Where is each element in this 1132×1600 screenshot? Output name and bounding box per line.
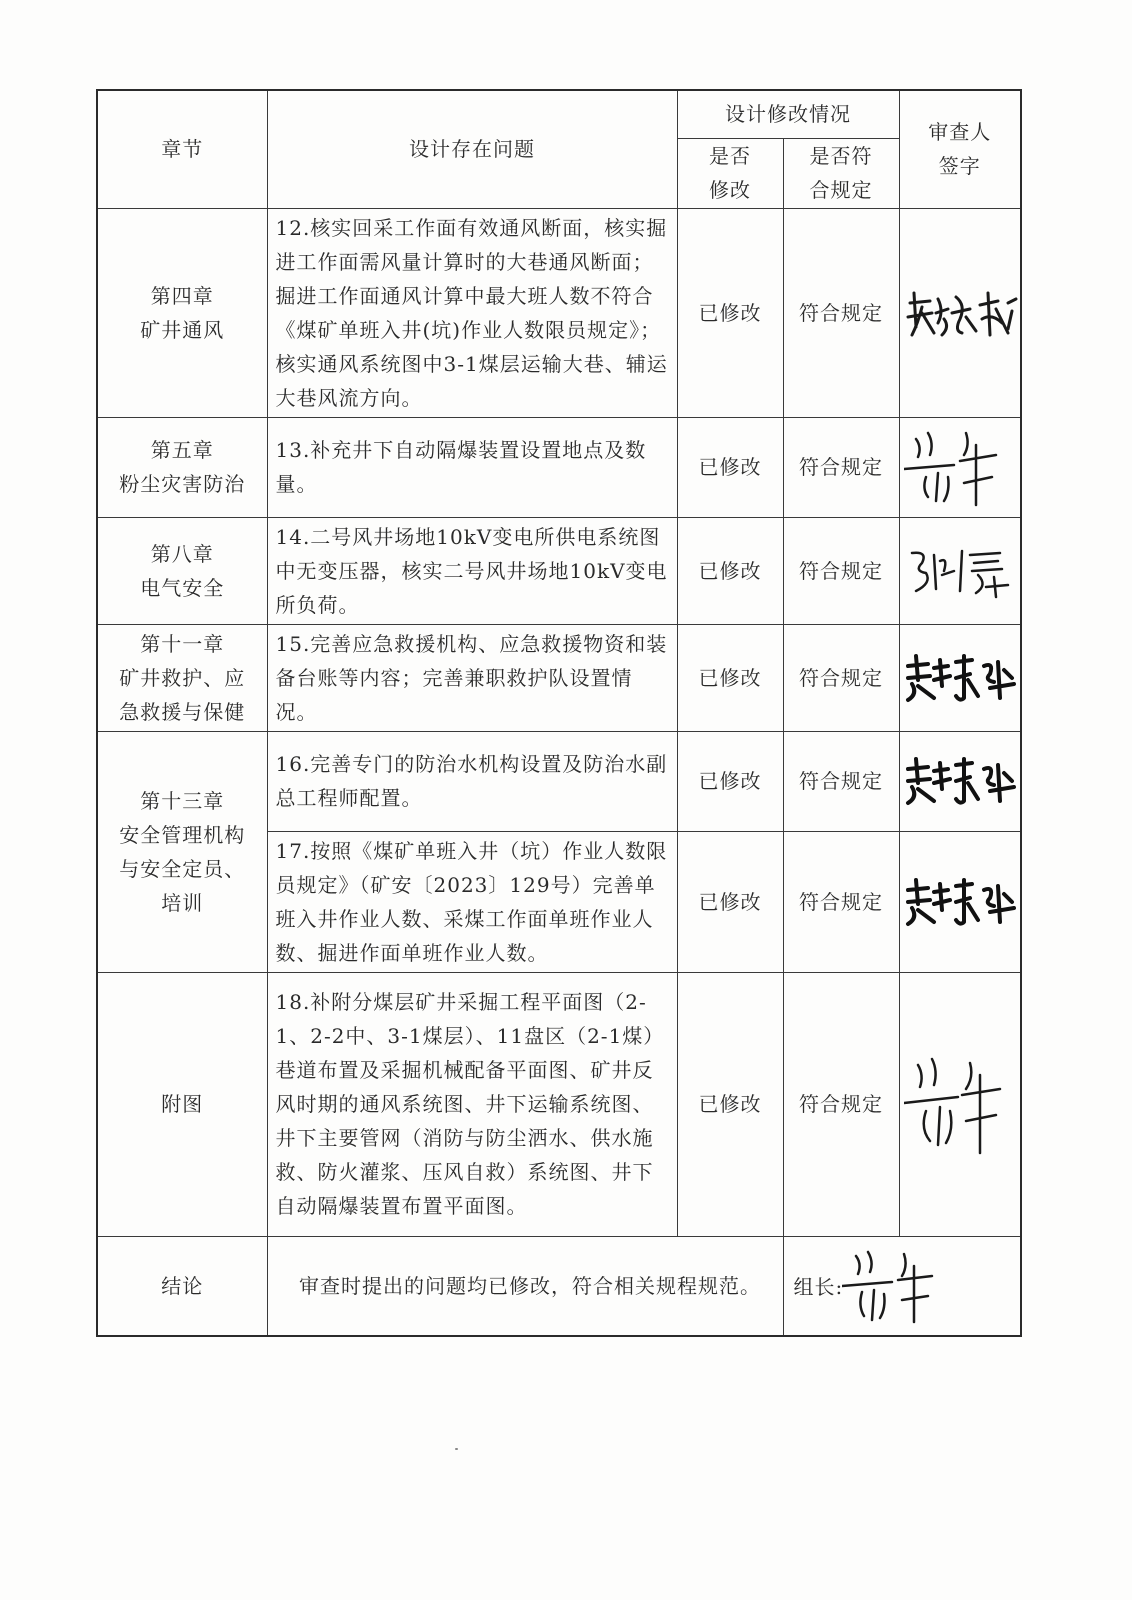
reviewer-signature <box>899 972 1021 1236</box>
modified-cell: 已修改 <box>677 972 783 1236</box>
issue-cell: 12.核实回采工作面有效通风断面，核实掘进工作面需风量计算时的大巷通风断面；掘进工作面通风计算中最大班人数不符合《煤矿单班入井(坑)作业人数限员规定》；核实通风系统图中3-1煤层运输大巷、辅运大巷风流方向。 <box>267 208 677 417</box>
conclusion-text: 审查时提出的问题均已修改，符合相关规程规范。 <box>267 1236 783 1336</box>
table-row <box>97 624 1021 731</box>
compliant-cell: 符合规定 <box>783 972 899 1236</box>
chapter-cell: 第五章 粉尘灾害防治 <box>97 417 267 517</box>
modified-cell: 已修改 <box>677 517 783 624</box>
issue-cell: 16.完善专门的防治水机构设置及防治水副总工程师配置。 <box>267 731 677 831</box>
header-compliant: 是否符 合规定 <box>783 138 899 208</box>
table-row <box>97 417 1021 517</box>
reviewer-signature <box>899 417 1021 517</box>
issue-cell: 15.完善应急救援机构、应急救援物资和装备台账等内容；完善兼职救护队设置情况。 <box>267 624 677 731</box>
modified-cell: 已修改 <box>677 208 783 417</box>
chapter-cell: 第十三章 安全管理机构 与安全定员、 培训 <box>97 731 267 972</box>
chapter-cell: 第八章 电气安全 <box>97 517 267 624</box>
issue-cell: 14.二号风井场地10kV变电所供电系统图中无变压器，核实二号风井场地10kV变电所负荷。 <box>267 517 677 624</box>
modified-cell: 已修改 <box>677 831 783 972</box>
header-modified: 是否 修改 <box>677 138 783 208</box>
table-row <box>97 517 1021 624</box>
table-row <box>97 208 1021 417</box>
chapter-cell: 第四章 矿井通风 <box>97 208 267 417</box>
review-table <box>96 89 1022 1337</box>
compliant-cell: 符合规定 <box>783 831 899 972</box>
issue-cell: 18.补附分煤层矿井采掘工程平面图（2-1、2-2中、3-1煤层）、11盘区（2-1煤）巷道布置及采掘机械配备平面图、矿井反风时期的通风系统图、井下运输系统图、井下主要管网（消防与防尘洒水、供水施救、防火灌浆、压风自救）系统图、井下自动隔爆装置布置平面图。 <box>267 972 677 1236</box>
reviewer-signature <box>899 731 1021 831</box>
compliant-cell: 符合规定 <box>783 517 899 624</box>
modified-cell: 已修改 <box>677 624 783 731</box>
header-reviewer: 审查人 签字 <box>899 90 1021 208</box>
header-chapter: 章节 <box>97 90 267 208</box>
compliant-cell: 符合规定 <box>783 208 899 417</box>
compliant-cell: 符合规定 <box>783 417 899 517</box>
reviewer-signature <box>899 624 1021 731</box>
modified-cell: 已修改 <box>677 417 783 517</box>
header-issue: 设计存在问题 <box>267 90 677 208</box>
chapter-cell: 附图 <box>97 972 267 1236</box>
scan-speck <box>455 1448 458 1450</box>
compliant-cell: 符合规定 <box>783 731 899 831</box>
issue-cell: 17.按照《煤矿单班入井（坑）作业人数限员规定》（矿安〔2023〕129号）完善单班入井作业人数、采煤工作面单班作业人数、掘进作面单班作业人数。 <box>267 831 677 972</box>
issue-cell: 13.补充井下自动隔爆装置设置地点及数量。 <box>267 417 677 517</box>
conclusion-label: 结论 <box>97 1236 267 1336</box>
conclusion-row <box>97 1236 1021 1336</box>
compliant-cell: 符合规定 <box>783 624 899 731</box>
reviewer-signature <box>899 517 1021 624</box>
reviewer-signature <box>899 831 1021 972</box>
group-leader-label: 组长: <box>793 1275 844 1300</box>
group-leader-signature <box>842 1248 952 1324</box>
chapter-cell: 第十一章 矿井救护、应 急救援与保健 <box>97 624 267 731</box>
table-row <box>97 731 1021 831</box>
table-row <box>97 972 1021 1236</box>
header-revision-group: 设计修改情况 <box>677 90 899 138</box>
group-leader-cell <box>783 1236 1021 1336</box>
reviewer-signature <box>899 208 1021 417</box>
modified-cell: 已修改 <box>677 731 783 831</box>
